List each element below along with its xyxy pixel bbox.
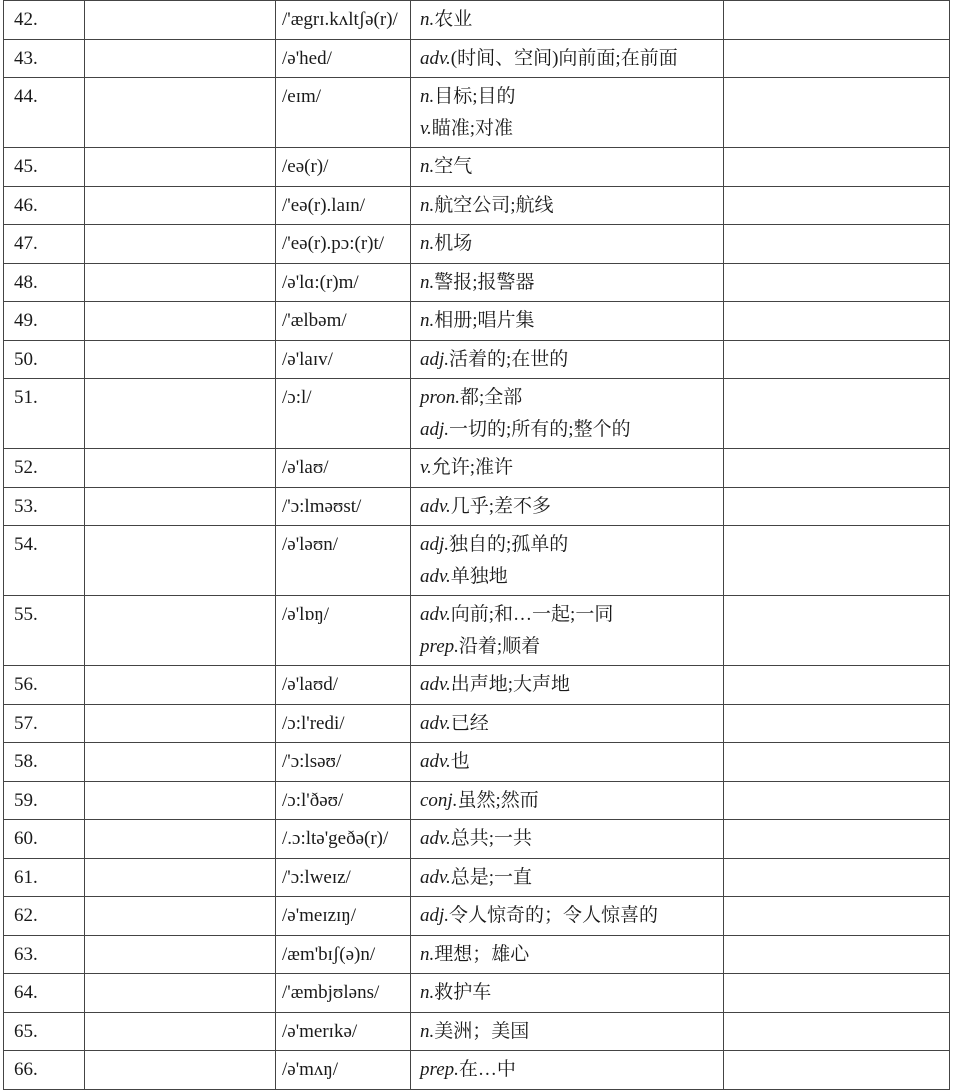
definition-text: 瞄准;对准 [431,117,514,139]
entry-number: 56. [4,666,85,705]
table-row [4,225,950,264]
entry-phonetic: /ɔ:l/ [276,379,411,449]
entry-notes [724,704,950,743]
definition-line [420,599,717,631]
part-of-speech: adv. [420,604,451,625]
part-of-speech: v. [420,457,432,478]
part-of-speech: pron. [420,387,460,408]
table-row [4,1012,950,1051]
part-of-speech: n. [420,156,435,177]
table-row [4,78,950,148]
entry-definition [411,148,724,187]
part-of-speech: adj. [420,348,450,370]
entry-notes [724,186,950,225]
entry-notes [724,148,950,187]
part-of-speech: adj. [420,905,450,926]
entry-word [85,1051,276,1090]
entry-number: 58. [4,743,85,782]
entry-number: 52. [4,449,85,488]
part-of-speech: adj. [420,418,450,440]
entry-definition [411,596,724,666]
entry-number: 48. [4,263,85,302]
entry-number: 44. [4,78,85,148]
entry-phonetic: /ə'laɪv/ [276,340,411,379]
entry-definition [411,897,724,936]
entry-notes [724,974,950,1013]
definition-text: 沿着;顺着 [458,635,541,657]
entry-number: 46. [4,186,85,225]
entry-number: 63. [4,935,85,974]
entry-notes [724,526,950,596]
entry-definition [411,1051,724,1090]
table-row [4,743,950,782]
entry-phonetic: /ə'mʌŋ/ [276,1051,411,1090]
part-of-speech: adv. [420,674,451,695]
definition-text: 警报;报警器 [434,271,535,293]
entry-definition [411,263,724,302]
table-row [4,820,950,859]
entry-phonetic: /æm'bɪʃ(ə)n/ [276,935,411,974]
entry-notes [724,39,950,78]
entry-notes [724,1051,950,1090]
entry-word [85,1,276,40]
entry-definition [411,186,724,225]
entry-phonetic: /'eə(r).laɪn/ [276,186,411,225]
part-of-speech: n. [420,943,435,965]
entry-definition [411,666,724,705]
definition-line [420,305,717,337]
entry-word [85,820,276,859]
definition-text: 机场 [434,233,473,254]
definition-line [420,414,717,446]
definition-text: 活着的;在世的 [449,348,569,370]
entry-definition [411,781,724,820]
entry-definition [411,379,724,449]
definition-text: 理想；雄心 [434,943,530,965]
entry-number: 64. [4,974,85,1013]
entry-phonetic: /ə'laʊd/ [276,666,411,705]
entry-definition [411,704,724,743]
definition-text: 虽然;然而 [457,789,539,811]
definition-line [420,113,717,145]
definition-text: 空气 [434,156,473,177]
entry-word [85,263,276,302]
definition-text: 几乎;差不多 [450,495,552,517]
entry-number: 49. [4,302,85,341]
part-of-speech: v. [420,117,432,139]
definition-line [420,81,717,113]
entry-word [85,526,276,596]
entry-phonetic: /ə'lɒŋ/ [276,596,411,666]
definition-line [420,529,717,561]
definition-text: 已经 [450,712,489,734]
entry-word [85,487,276,526]
entry-notes [724,781,950,820]
entry-definition [411,1012,724,1051]
part-of-speech: n. [420,86,435,107]
entry-notes [724,820,950,859]
table-row [4,974,950,1013]
table-row [4,302,950,341]
definition-text: 美洲；美国 [434,1020,530,1042]
entry-number: 55. [4,596,85,666]
definition-line [420,43,717,75]
definition-line [420,746,717,778]
entry-notes [724,666,950,705]
definition-text: 允许;准许 [431,457,514,478]
entry-definition [411,1,724,40]
definition-text: 救护车 [434,982,492,1003]
entry-phonetic: /'eə(r).pɔ:(r)t/ [276,225,411,264]
entry-notes [724,263,950,302]
vocabulary-table [3,0,950,1090]
definition-text: 航空公司;航线 [434,194,554,216]
entry-phonetic: /ə'laʊ/ [276,449,411,488]
entry-number: 54. [4,526,85,596]
table-row [4,897,950,936]
entry-phonetic: /'ɔ:lməʊst/ [276,487,411,526]
definition-text: 目标;目的 [434,86,516,107]
part-of-speech: adj. [420,534,450,555]
vocabulary-table-body [4,1,950,1090]
definition-text: 总是;一直 [450,866,533,888]
entry-number: 62. [4,897,85,936]
entry-word [85,743,276,782]
entry-notes [724,379,950,449]
entry-number: 42. [4,1,85,40]
entry-definition [411,449,724,488]
entry-phonetic: /'æmbjʊləns/ [276,974,411,1013]
definition-text: 单独地 [450,565,508,587]
entry-notes [724,78,950,148]
definition-line [420,344,717,376]
definition-line [420,491,717,523]
entry-definition [411,935,724,974]
entry-word [85,148,276,187]
entry-notes [724,1,950,40]
definition-line [420,190,717,222]
part-of-speech: adv. [420,495,451,517]
definition-line [420,382,717,414]
table-row [4,449,950,488]
part-of-speech: n. [420,982,435,1003]
entry-number: 51. [4,379,85,449]
definition-text: 在…中 [458,1059,516,1080]
definition-text: 都;全部 [459,387,523,408]
entry-definition [411,526,724,596]
definition-text: 农业 [434,9,473,30]
table-row [4,526,950,596]
part-of-speech: n. [420,1020,435,1042]
definition-line [420,900,717,932]
entry-word [85,78,276,148]
entry-phonetic: /ə'ləʊn/ [276,526,411,596]
part-of-speech: n. [420,9,435,30]
entry-notes [724,596,950,666]
part-of-speech: adv. [420,47,451,69]
table-row [4,340,950,379]
table-row [4,487,950,526]
table-row [4,935,950,974]
definition-text: 相册;唱片集 [434,310,535,331]
entry-definition [411,340,724,379]
table-row [4,1,950,40]
entry-phonetic: /eə(r)/ [276,148,411,187]
definition-line [420,4,717,36]
entry-notes [724,935,950,974]
entry-number: 59. [4,781,85,820]
entry-number: 47. [4,225,85,264]
definition-line [420,669,717,701]
definition-line [420,151,717,183]
entry-notes [724,743,950,782]
entry-word [85,858,276,897]
entry-phonetic: /eɪm/ [276,78,411,148]
entry-notes [724,225,950,264]
part-of-speech: prep. [420,635,459,657]
part-of-speech: n. [420,194,435,216]
entry-definition [411,302,724,341]
part-of-speech: adv. [420,751,451,772]
table-row [4,39,950,78]
entry-number: 53. [4,487,85,526]
definition-text: 一切的;所有的;整个的 [449,418,631,440]
entry-word [85,225,276,264]
entry-notes [724,302,950,341]
entry-phonetic: /'ælbəm/ [276,302,411,341]
definition-line [420,267,717,299]
table-row [4,596,950,666]
part-of-speech: conj. [420,789,458,811]
definition-text: 向前;和…一起;一同 [450,604,614,625]
entry-definition [411,225,724,264]
definition-text: 独自的;孤单的 [449,534,569,555]
definition-line [420,1054,717,1086]
entry-definition [411,78,724,148]
definition-line [420,823,717,855]
entry-word [85,666,276,705]
entry-definition [411,743,724,782]
table-row [4,186,950,225]
part-of-speech: adv. [420,828,451,849]
entry-phonetic: /ɔ:l'redi/ [276,704,411,743]
definition-text: 令人惊奇的；令人惊喜的 [449,905,659,926]
part-of-speech: n. [420,310,435,331]
part-of-speech: adv. [420,866,451,888]
entry-word [85,704,276,743]
entry-phonetic: /'ægrɪ.kʌltʃə(r)/ [276,1,411,40]
definition-text: 也 [450,751,470,772]
entry-phonetic: /ə'meɪzɪŋ/ [276,897,411,936]
table-row [4,379,950,449]
entry-notes [724,340,950,379]
entry-phonetic: /ə'lɑ:(r)m/ [276,263,411,302]
table-row [4,781,950,820]
part-of-speech: prep. [420,1059,459,1080]
definition-text: (时间、空间)向前面;在前面 [450,47,678,69]
entry-word [85,39,276,78]
definition-line [420,631,717,663]
entry-word [85,340,276,379]
table-row [4,858,950,897]
entry-phonetic: /ə'hed/ [276,39,411,78]
entry-word [85,379,276,449]
entry-word [85,897,276,936]
entry-number: 60. [4,820,85,859]
entry-number: 43. [4,39,85,78]
definition-line [420,708,717,740]
part-of-speech: n. [420,233,435,254]
entry-number: 50. [4,340,85,379]
entry-word [85,449,276,488]
entry-number: 57. [4,704,85,743]
part-of-speech: adv. [420,565,451,587]
definition-line [420,785,717,817]
part-of-speech: adv. [420,712,451,734]
entry-phonetic: /.ɔ:ltə'geðə(r)/ [276,820,411,859]
definition-text: 出声地;大声地 [450,674,571,695]
definition-line [420,1016,717,1048]
entry-definition [411,39,724,78]
entry-definition [411,820,724,859]
entry-word [85,781,276,820]
entry-word [85,186,276,225]
entry-number: 61. [4,858,85,897]
table-row [4,263,950,302]
definition-line [420,977,717,1009]
table-row [4,148,950,187]
part-of-speech: n. [420,271,435,293]
table-row [4,704,950,743]
table-row [4,666,950,705]
entry-number: 65. [4,1012,85,1051]
definition-line [420,452,717,484]
entry-word [85,1012,276,1051]
entry-definition [411,858,724,897]
entry-word [85,596,276,666]
definition-line [420,939,717,971]
entry-definition [411,487,724,526]
entry-notes [724,487,950,526]
entry-phonetic: /'ɔ:lweɪz/ [276,858,411,897]
entry-word [85,302,276,341]
entry-word [85,935,276,974]
entry-number: 66. [4,1051,85,1090]
entry-notes [724,897,950,936]
table-row [4,1051,950,1090]
entry-phonetic: /'ɔ:lsəʊ/ [276,743,411,782]
definition-text: 总共;一共 [450,828,533,849]
definition-line [420,228,717,260]
definition-line [420,561,717,593]
entry-phonetic: /ɔ:l'ðəʊ/ [276,781,411,820]
entry-notes [724,1012,950,1051]
entry-definition [411,974,724,1013]
entry-word [85,974,276,1013]
entry-notes [724,449,950,488]
definition-line [420,862,717,894]
entry-notes [724,858,950,897]
entry-number: 45. [4,148,85,187]
entry-phonetic: /ə'merɪkə/ [276,1012,411,1051]
